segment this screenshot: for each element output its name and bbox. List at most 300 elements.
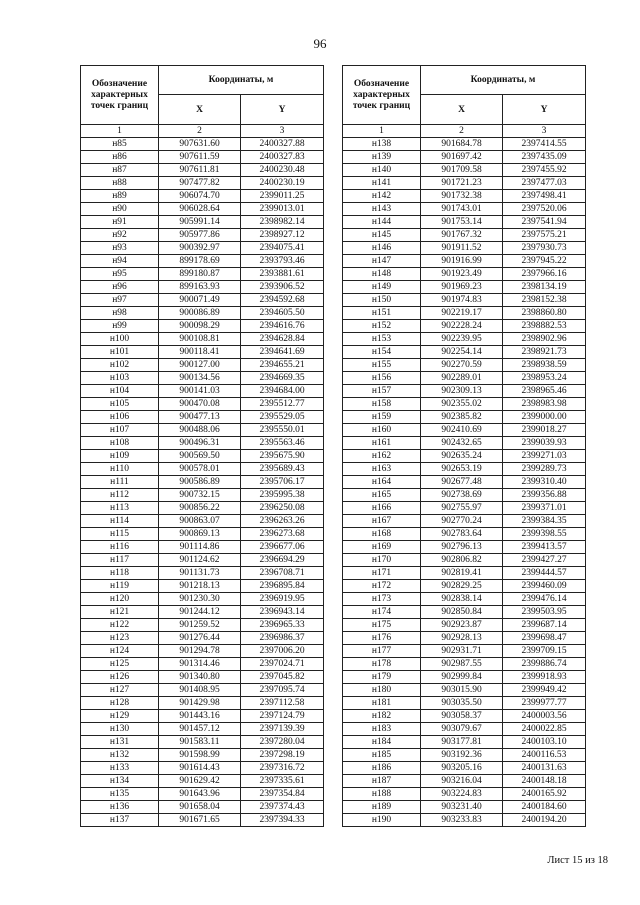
x-value: 901697.42 bbox=[421, 151, 503, 164]
table-gap bbox=[324, 658, 343, 671]
x-value: 901429.98 bbox=[159, 697, 241, 710]
point-id: н135 bbox=[81, 788, 159, 801]
y-value: 2394075.41 bbox=[241, 242, 324, 255]
y-value: 2397112.58 bbox=[241, 697, 324, 710]
point-id: н116 bbox=[81, 541, 159, 554]
point-id: н162 bbox=[343, 450, 421, 463]
table-gap bbox=[324, 775, 343, 788]
point-id: н119 bbox=[81, 580, 159, 593]
x-value: 901732.38 bbox=[421, 190, 503, 203]
point-id: н132 bbox=[81, 749, 159, 762]
x-value: 902289.01 bbox=[421, 372, 503, 385]
y-value: 2394684.00 bbox=[241, 385, 324, 398]
table-row bbox=[81, 580, 586, 593]
point-id: н163 bbox=[343, 463, 421, 476]
point-id: н148 bbox=[343, 268, 421, 281]
table-gap bbox=[324, 307, 343, 320]
x-value: 900578.01 bbox=[159, 463, 241, 476]
table-row bbox=[81, 177, 586, 190]
y-value: 2399398.55 bbox=[503, 528, 586, 541]
point-id: н100 bbox=[81, 333, 159, 346]
x-value: 901340.80 bbox=[159, 671, 241, 684]
table-gap bbox=[324, 736, 343, 749]
x-value: 902829.25 bbox=[421, 580, 503, 593]
table-row bbox=[81, 281, 586, 294]
x-value: 902385.82 bbox=[421, 411, 503, 424]
y-value: 2396895.84 bbox=[241, 580, 324, 593]
point-id: н146 bbox=[343, 242, 421, 255]
table-gap bbox=[324, 242, 343, 255]
y-value: 2400194.20 bbox=[503, 814, 586, 827]
point-id: н164 bbox=[343, 476, 421, 489]
point-id: н140 bbox=[343, 164, 421, 177]
x-value: 900477.13 bbox=[159, 411, 241, 424]
header-y-left: Y bbox=[241, 95, 324, 125]
col-number: 1 bbox=[343, 125, 421, 138]
point-id: н139 bbox=[343, 151, 421, 164]
table-gap bbox=[324, 138, 343, 151]
table-row bbox=[81, 216, 586, 229]
x-value: 901230.30 bbox=[159, 593, 241, 606]
table-gap bbox=[324, 593, 343, 606]
x-value: 902783.64 bbox=[421, 528, 503, 541]
y-value: 2396273.68 bbox=[241, 528, 324, 541]
table-gap bbox=[324, 515, 343, 528]
point-id: н158 bbox=[343, 398, 421, 411]
table-row bbox=[81, 515, 586, 528]
x-value: 901314.46 bbox=[159, 658, 241, 671]
x-value: 901294.78 bbox=[159, 645, 241, 658]
point-id: н171 bbox=[343, 567, 421, 580]
x-value: 907477.82 bbox=[159, 177, 241, 190]
x-value: 902653.19 bbox=[421, 463, 503, 476]
x-value: 903233.83 bbox=[421, 814, 503, 827]
table-row bbox=[81, 333, 586, 346]
table-row bbox=[81, 593, 586, 606]
y-value: 2399289.73 bbox=[503, 463, 586, 476]
point-id: н126 bbox=[81, 671, 159, 684]
x-value: 901658.04 bbox=[159, 801, 241, 814]
x-value: 899180.87 bbox=[159, 268, 241, 281]
x-value: 903177.81 bbox=[421, 736, 503, 749]
y-value: 2398927.12 bbox=[241, 229, 324, 242]
table-row bbox=[81, 359, 586, 372]
table-row bbox=[81, 411, 586, 424]
table-row bbox=[81, 255, 586, 268]
y-value: 2399427.27 bbox=[503, 554, 586, 567]
header-x-right: X bbox=[421, 95, 503, 125]
y-value: 2399371.01 bbox=[503, 502, 586, 515]
y-value: 2399687.14 bbox=[503, 619, 586, 632]
x-value: 902806.82 bbox=[421, 554, 503, 567]
x-value: 902931.71 bbox=[421, 645, 503, 658]
point-id: н108 bbox=[81, 437, 159, 450]
point-id: н184 bbox=[343, 736, 421, 749]
table-gap bbox=[324, 281, 343, 294]
point-id: н110 bbox=[81, 463, 159, 476]
point-id: н167 bbox=[343, 515, 421, 528]
y-value: 2398860.80 bbox=[503, 307, 586, 320]
point-id: н104 bbox=[81, 385, 159, 398]
y-value: 2398921.73 bbox=[503, 346, 586, 359]
x-value: 903058.37 bbox=[421, 710, 503, 723]
point-id: н138 bbox=[343, 138, 421, 151]
table-gap bbox=[324, 450, 343, 463]
y-value: 2397455.92 bbox=[503, 164, 586, 177]
x-value: 902677.48 bbox=[421, 476, 503, 489]
x-value: 901743.01 bbox=[421, 203, 503, 216]
y-value: 2394616.76 bbox=[241, 320, 324, 333]
x-value: 900086.89 bbox=[159, 307, 241, 320]
point-id: н186 bbox=[343, 762, 421, 775]
point-id: н149 bbox=[343, 281, 421, 294]
table-gap bbox=[324, 372, 343, 385]
x-value: 905977.86 bbox=[159, 229, 241, 242]
table-gap bbox=[324, 632, 343, 645]
x-value: 901124.62 bbox=[159, 554, 241, 567]
table-row bbox=[81, 801, 586, 814]
table-gap bbox=[324, 567, 343, 580]
y-value: 2398953.24 bbox=[503, 372, 586, 385]
point-id: н131 bbox=[81, 736, 159, 749]
x-value: 902635.24 bbox=[421, 450, 503, 463]
table-row bbox=[81, 138, 586, 151]
point-id: н130 bbox=[81, 723, 159, 736]
x-value: 901629.42 bbox=[159, 775, 241, 788]
point-id: н129 bbox=[81, 710, 159, 723]
y-value: 2397335.61 bbox=[241, 775, 324, 788]
point-id: н90 bbox=[81, 203, 159, 216]
table-gap bbox=[324, 723, 343, 736]
y-value: 2399356.88 bbox=[503, 489, 586, 502]
point-id: н105 bbox=[81, 398, 159, 411]
y-value: 2399000.00 bbox=[503, 411, 586, 424]
x-value: 902999.84 bbox=[421, 671, 503, 684]
y-value: 2398982.14 bbox=[241, 216, 324, 229]
y-value: 2399949.42 bbox=[503, 684, 586, 697]
point-id: н117 bbox=[81, 554, 159, 567]
y-value: 2397354.84 bbox=[241, 788, 324, 801]
point-id: н89 bbox=[81, 190, 159, 203]
y-value: 2394641.69 bbox=[241, 346, 324, 359]
table-row bbox=[81, 385, 586, 398]
table-gap bbox=[324, 645, 343, 658]
x-value: 901259.52 bbox=[159, 619, 241, 632]
y-value: 2397520.06 bbox=[503, 203, 586, 216]
y-value: 2396986.37 bbox=[241, 632, 324, 645]
point-id: н99 bbox=[81, 320, 159, 333]
y-value: 2400022.85 bbox=[503, 723, 586, 736]
table-gap bbox=[324, 320, 343, 333]
y-value: 2398938.59 bbox=[503, 359, 586, 372]
table-row bbox=[81, 268, 586, 281]
point-id: н85 bbox=[81, 138, 159, 151]
point-id: н109 bbox=[81, 450, 159, 463]
table-gap bbox=[324, 619, 343, 632]
x-value: 900488.06 bbox=[159, 424, 241, 437]
point-id: н96 bbox=[81, 281, 159, 294]
y-value: 2397575.21 bbox=[503, 229, 586, 242]
y-value: 2394628.84 bbox=[241, 333, 324, 346]
point-id: н133 bbox=[81, 762, 159, 775]
y-value: 2394655.21 bbox=[241, 359, 324, 372]
y-value: 2399018.27 bbox=[503, 424, 586, 437]
point-id: н93 bbox=[81, 242, 159, 255]
y-value: 2396263.26 bbox=[241, 515, 324, 528]
point-id: н136 bbox=[81, 801, 159, 814]
y-value: 2397045.82 bbox=[241, 671, 324, 684]
header-designation-right: Обозначение характерных точек границ bbox=[343, 66, 421, 125]
x-value: 902987.55 bbox=[421, 658, 503, 671]
x-value: 902239.95 bbox=[421, 333, 503, 346]
table-row bbox=[81, 554, 586, 567]
x-value: 902228.24 bbox=[421, 320, 503, 333]
y-value: 2393793.46 bbox=[241, 255, 324, 268]
table-gap bbox=[324, 411, 343, 424]
y-value: 2397945.22 bbox=[503, 255, 586, 268]
table-gap bbox=[324, 697, 343, 710]
y-value: 2400230.48 bbox=[241, 164, 324, 177]
x-value: 901721.23 bbox=[421, 177, 503, 190]
y-value: 2399444.57 bbox=[503, 567, 586, 580]
x-value: 903216.04 bbox=[421, 775, 503, 788]
point-id: н92 bbox=[81, 229, 159, 242]
y-value: 2397316.72 bbox=[241, 762, 324, 775]
table-row bbox=[81, 450, 586, 463]
x-value: 901767.32 bbox=[421, 229, 503, 242]
x-value: 901131.73 bbox=[159, 567, 241, 580]
point-id: н122 bbox=[81, 619, 159, 632]
table-row bbox=[81, 762, 586, 775]
y-value: 2400327.88 bbox=[241, 138, 324, 151]
table-gap bbox=[324, 554, 343, 567]
table-gap bbox=[324, 151, 343, 164]
y-value: 2395512.77 bbox=[241, 398, 324, 411]
point-id: н189 bbox=[343, 801, 421, 814]
table-gap bbox=[324, 801, 343, 814]
table-row bbox=[81, 697, 586, 710]
table-row bbox=[81, 164, 586, 177]
x-value: 900470.08 bbox=[159, 398, 241, 411]
table-row bbox=[81, 528, 586, 541]
y-value: 2399271.03 bbox=[503, 450, 586, 463]
table-row bbox=[81, 424, 586, 437]
x-value: 901218.13 bbox=[159, 580, 241, 593]
y-value: 2397298.19 bbox=[241, 749, 324, 762]
point-id: н95 bbox=[81, 268, 159, 281]
table-row bbox=[81, 788, 586, 801]
point-id: н86 bbox=[81, 151, 159, 164]
point-id: н179 bbox=[343, 671, 421, 684]
x-value: 902309.13 bbox=[421, 385, 503, 398]
table-gap bbox=[324, 177, 343, 190]
y-value: 2395550.01 bbox=[241, 424, 324, 437]
y-value: 2396965.33 bbox=[241, 619, 324, 632]
table-row bbox=[81, 242, 586, 255]
x-value: 901583.11 bbox=[159, 736, 241, 749]
table-gap bbox=[324, 203, 343, 216]
x-value: 902254.14 bbox=[421, 346, 503, 359]
table-row bbox=[81, 606, 586, 619]
point-id: н185 bbox=[343, 749, 421, 762]
x-value: 907611.59 bbox=[159, 151, 241, 164]
point-id: н165 bbox=[343, 489, 421, 502]
table-gap bbox=[324, 190, 343, 203]
y-value: 2400148.18 bbox=[503, 775, 586, 788]
y-value: 2400165.92 bbox=[503, 788, 586, 801]
table-gap bbox=[324, 229, 343, 242]
table-gap bbox=[324, 476, 343, 489]
x-value: 900141.03 bbox=[159, 385, 241, 398]
table-row bbox=[81, 541, 586, 554]
y-value: 2394592.68 bbox=[241, 294, 324, 307]
y-value: 2399918.93 bbox=[503, 671, 586, 684]
table-row bbox=[81, 294, 586, 307]
table-row bbox=[81, 671, 586, 684]
x-value: 902796.13 bbox=[421, 541, 503, 554]
point-id: н87 bbox=[81, 164, 159, 177]
table-gap bbox=[324, 671, 343, 684]
table-gap bbox=[324, 606, 343, 619]
y-value: 2399039.93 bbox=[503, 437, 586, 450]
x-value: 900127.00 bbox=[159, 359, 241, 372]
y-value: 2397966.16 bbox=[503, 268, 586, 281]
x-value: 900392.97 bbox=[159, 242, 241, 255]
y-value: 2395675.90 bbox=[241, 450, 324, 463]
x-value: 902355.02 bbox=[421, 398, 503, 411]
point-id: н123 bbox=[81, 632, 159, 645]
point-id: н98 bbox=[81, 307, 159, 320]
x-value: 900071.49 bbox=[159, 294, 241, 307]
x-value: 901457.12 bbox=[159, 723, 241, 736]
point-id: н137 bbox=[81, 814, 159, 827]
point-id: н152 bbox=[343, 320, 421, 333]
x-value: 900098.29 bbox=[159, 320, 241, 333]
y-value: 2397435.09 bbox=[503, 151, 586, 164]
x-value: 903015.90 bbox=[421, 684, 503, 697]
table-gap bbox=[324, 528, 343, 541]
point-id: н124 bbox=[81, 645, 159, 658]
table-gap bbox=[324, 788, 343, 801]
table-row bbox=[81, 229, 586, 242]
x-value: 900863.07 bbox=[159, 515, 241, 528]
point-id: н161 bbox=[343, 437, 421, 450]
header-x-left: X bbox=[159, 95, 241, 125]
y-value: 2397095.74 bbox=[241, 684, 324, 697]
header-coordinates-left: Координаты, м bbox=[159, 66, 324, 95]
y-value: 2399886.74 bbox=[503, 658, 586, 671]
x-value: 902838.14 bbox=[421, 593, 503, 606]
y-value: 2395706.17 bbox=[241, 476, 324, 489]
col-number: 3 bbox=[241, 125, 324, 138]
y-value: 2393881.61 bbox=[241, 268, 324, 281]
x-value: 901614.43 bbox=[159, 762, 241, 775]
point-id: н166 bbox=[343, 502, 421, 515]
table-row bbox=[81, 814, 586, 827]
table-row bbox=[81, 437, 586, 450]
x-value: 902850.84 bbox=[421, 606, 503, 619]
point-id: н143 bbox=[343, 203, 421, 216]
x-value: 902410.69 bbox=[421, 424, 503, 437]
x-value: 903205.16 bbox=[421, 762, 503, 775]
y-value: 2399011.25 bbox=[241, 190, 324, 203]
point-id: н120 bbox=[81, 593, 159, 606]
point-id: н88 bbox=[81, 177, 159, 190]
x-value: 903231.40 bbox=[421, 801, 503, 814]
table-row bbox=[81, 346, 586, 359]
table-gap bbox=[324, 398, 343, 411]
table-row bbox=[81, 203, 586, 216]
y-value: 2397477.03 bbox=[503, 177, 586, 190]
x-value: 906028.64 bbox=[159, 203, 241, 216]
point-id: н115 bbox=[81, 528, 159, 541]
y-value: 2397930.73 bbox=[503, 242, 586, 255]
table-gap bbox=[324, 294, 343, 307]
y-value: 2400327.83 bbox=[241, 151, 324, 164]
y-value: 2398152.38 bbox=[503, 294, 586, 307]
point-id: н169 bbox=[343, 541, 421, 554]
x-value: 901709.58 bbox=[421, 164, 503, 177]
table-gap bbox=[324, 359, 343, 372]
point-id: н181 bbox=[343, 697, 421, 710]
col-number: 2 bbox=[159, 125, 241, 138]
y-value: 2397024.71 bbox=[241, 658, 324, 671]
point-id: н160 bbox=[343, 424, 421, 437]
table-gap bbox=[324, 66, 343, 138]
y-value: 2398902.96 bbox=[503, 333, 586, 346]
header-coordinates-right: Координаты, м bbox=[421, 66, 586, 95]
x-value: 899178.69 bbox=[159, 255, 241, 268]
y-value: 2398983.98 bbox=[503, 398, 586, 411]
header-y-right: Y bbox=[503, 95, 586, 125]
point-id: н106 bbox=[81, 411, 159, 424]
table-gap bbox=[324, 216, 343, 229]
y-value: 2395563.46 bbox=[241, 437, 324, 450]
x-value: 902770.24 bbox=[421, 515, 503, 528]
point-id: н125 bbox=[81, 658, 159, 671]
y-value: 2399698.47 bbox=[503, 632, 586, 645]
point-id: н153 bbox=[343, 333, 421, 346]
point-id: н151 bbox=[343, 307, 421, 320]
point-id: н142 bbox=[343, 190, 421, 203]
x-value: 901753.14 bbox=[421, 216, 503, 229]
x-value: 900108.81 bbox=[159, 333, 241, 346]
y-value: 2400116.53 bbox=[503, 749, 586, 762]
x-value: 901923.49 bbox=[421, 268, 503, 281]
x-value: 903224.83 bbox=[421, 788, 503, 801]
col-number: 1 bbox=[81, 125, 159, 138]
y-value: 2398965.46 bbox=[503, 385, 586, 398]
x-value: 900586.89 bbox=[159, 476, 241, 489]
table-gap bbox=[324, 437, 343, 450]
point-id: н97 bbox=[81, 294, 159, 307]
point-id: н175 bbox=[343, 619, 421, 632]
point-id: н159 bbox=[343, 411, 421, 424]
y-value: 2399503.95 bbox=[503, 606, 586, 619]
y-value: 2400184.60 bbox=[503, 801, 586, 814]
point-id: н182 bbox=[343, 710, 421, 723]
x-value: 900569.50 bbox=[159, 450, 241, 463]
y-value: 2399013.01 bbox=[241, 203, 324, 216]
y-value: 2399384.35 bbox=[503, 515, 586, 528]
y-value: 2397280.04 bbox=[241, 736, 324, 749]
y-value: 2393906.52 bbox=[241, 281, 324, 294]
y-value: 2397541.94 bbox=[503, 216, 586, 229]
x-value: 901911.52 bbox=[421, 242, 503, 255]
y-value: 2398134.19 bbox=[503, 281, 586, 294]
col-number: 2 bbox=[421, 125, 503, 138]
y-value: 2396677.06 bbox=[241, 541, 324, 554]
